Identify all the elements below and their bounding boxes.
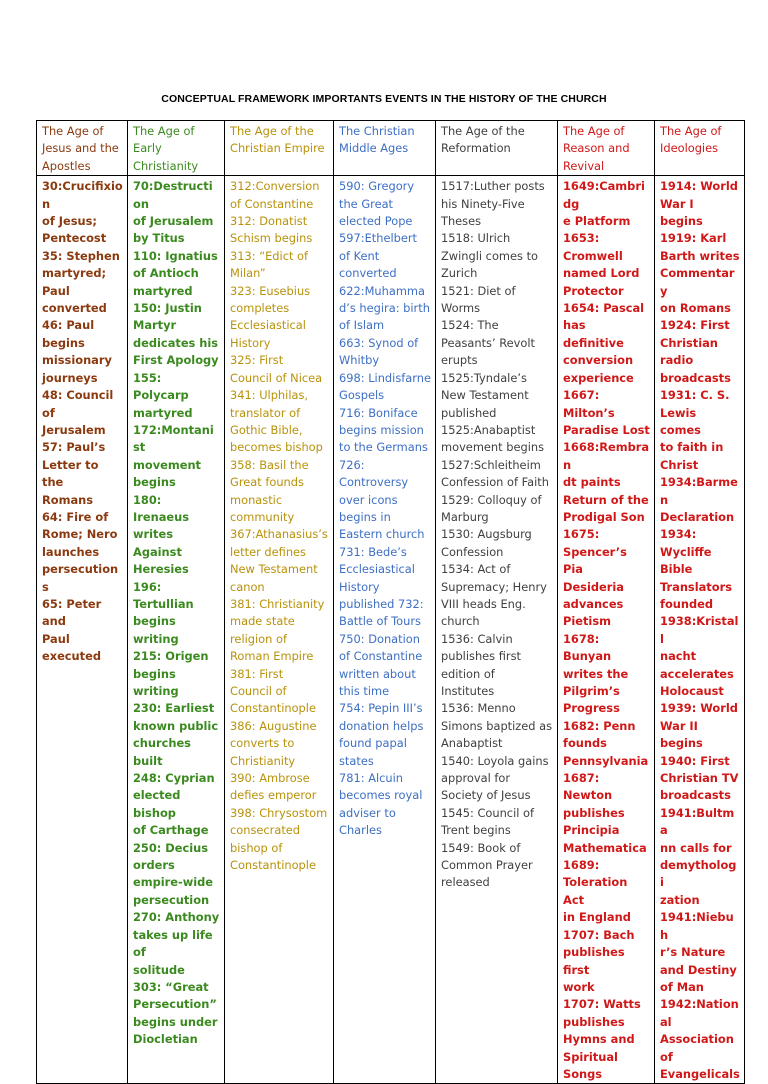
church-history-table [36, 120, 745, 1084]
events-cell-christian-empire [225, 176, 334, 1084]
header-row [37, 121, 745, 176]
page-title: CONCEPTUAL FRAMEWORK IMPORTANTS EVENTS IN THE HISTORY OF THE CHURCH [161, 93, 607, 105]
events-christian-empire: 312:Conversion of Constantine 312: Donatist Schism begins 313: “Edict of Milan” 323: Eusebius completes Ecclesiastical History 325: First Council of Nicea 341: Ulphilas, translator of Gothic Bible, becomes bishop 358: Basil the Great founds monastic community 367:Athanasius’s letter defines New Testament canon 381: Christianity made state religion of Roman Empire 381: First Council of Constantinople 386: Augustine converts to Christianity 390: Ambrose defies emperor 398: Chrysostom consecrated bishop of Constantinople [230, 179, 328, 873]
header-cell-early-christianity [128, 121, 225, 176]
events-cell-early-christianity [128, 176, 225, 1084]
events-row [37, 176, 745, 1084]
events-middle-ages: 590: Gregory the Great elected Pope 597:Ethelbert of Kent converted 622:Muhamma d’s hegira: birth of Islam 663: Synod of Whitby 698: Lindisfarne Gospels 716: Boniface begins mission to the Germans 726: Controversy over icons begins in Eastern church 731: Bede’s Ecclesiastical History published 732: Battle of Tours 750: Donation of Constantine written about this time 754: Pepin III’s donation helps found papal states 781: Alcuin becomes royal adviser to Charles [339, 179, 431, 838]
events-cell-reformation [436, 176, 558, 1084]
header-reformation: The Age of the Reformation [441, 124, 525, 156]
header-cell-middle-ages [334, 121, 436, 176]
header-apostles: The Age of Jesus and the Apostles [42, 124, 119, 173]
events-reason-revival: 1649:Cambridg e Platform 1653: Cromwell named Lord Protector 1654: Pascal has definitive conversion experience 1667: Milton’s Paradise Lost 1668:Rembran dt paints Return of the Prodigal Son 1675: Spencer’s Pia Desideria advances Pietism 1678: Bunyan writes the Pilgrim’s Progress 1682: Penn founds Pennsylvania 1687: Newton publishes Principia Mathematica 1689: Toleration Act in England 1707: Bach publishes first work 1707: Watts publishes Hymns and Spiritual Songs [563, 179, 650, 1081]
header-early-christianity: The Age of Early Christianity [133, 124, 199, 173]
events-ideologies: 1914: World War I begins 1919: Karl Barth writes Commentary on Romans 1924: First Christian radio broadcasts 1931: C. S. Lewis comes to faith in Christ 1934:Barme n Declaration 1934: Wycliffe Bible Translators founded 1938:Kristall nacht accelerates Holocaust 1939: World War II begins 1940: First Christian TV broadcasts 1941:Bultma nn calls for demythologi zation 1941:Niebuh r’s Nature and Destiny of Man 1942:Nation al Association of Evangelicals [660, 179, 740, 1081]
events-cell-middle-ages [334, 176, 436, 1084]
events-cell-apostles [37, 176, 128, 1084]
header-cell-reason-revival [558, 121, 655, 176]
header-cell-apostles [37, 121, 128, 176]
header-cell-christian-empire [225, 121, 334, 176]
header-middle-ages: The Christian Middle Ages [339, 124, 415, 156]
header-cell-ideologies [655, 121, 745, 176]
events-early-christianity: 70:Destruction of Jerusalem by Titus 110: Ignatius of Antioch martyred 150: Justin Martyr dedicates his First Apology 155: Polycarp martyred 172:Montanist movement begins 180: Irenaeus writes Against Heresies 196: Tertullian begins writing 215: Origen begins writing 230: Earliest known public churches built 248: Cyprian elected bishop of Carthage 250: Decius orders empire-wide persecution 270: Anthony takes up life of solitude 303: “Great Persecution” begins under Diocletian [133, 179, 220, 1047]
events-reformation: 1517:Luther posts his Ninety-Five Theses 1518: Ulrich Zwingli comes to Zurich 1521: Diet of Worms 1524: The Peasants’ Revolt erupts 1525:Tyndale’s New Testament published 1525:Anabaptist movement begins 1527:Schleitheim Confession of Faith 1529: Colloquy of Marburg 1530: Augsburg Confession 1534: Act of Supremacy; Henry VIII heads Eng. church 1536: Calvin publishes first edition of Institutes 1536: Menno Simons baptized as Anabaptist 1540: Loyola gains approval for Society of Jesus 1545: Council of Trent begins 1549: Book of Common Prayer released [441, 179, 553, 890]
events-apostles: 30:Crucifixion of Jesus; Pentecost 35: Stephen martyred; Paul converted 46: Paul begins missionary journeys 48: Council of Jerusalem 57: Paul’s Letter to the Romans 64: Fire of Rome; Nero launches persecutions 65: Peter and Paul executed [42, 179, 123, 664]
header-cell-reformation [436, 121, 558, 176]
header-christian-empire: The Age of the Christian Empire [230, 124, 325, 156]
events-cell-ideologies [655, 176, 745, 1084]
header-reason-revival: The Age of Reason and Revival [563, 124, 630, 173]
header-ideologies: The Age of Ideologies [660, 124, 722, 156]
events-cell-reason-revival [558, 176, 655, 1084]
